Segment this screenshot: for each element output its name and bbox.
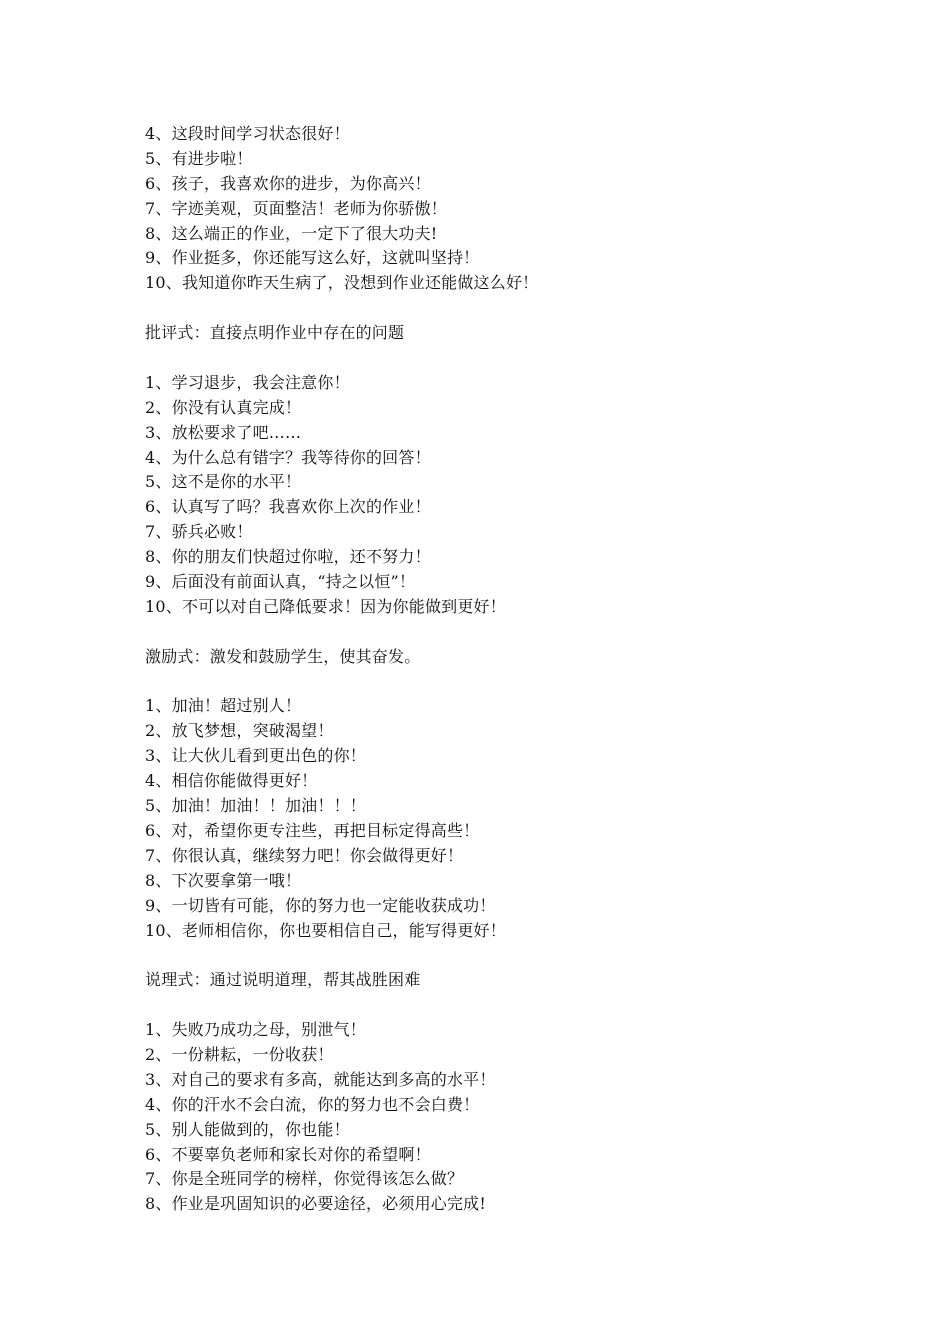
list-item: 5、加油！加油！！加油！！！ [145,796,366,816]
encouragement-list [145,694,905,943]
spacer [145,943,905,968]
reasoning-list [145,1018,905,1217]
section-heading-reasoning: 说理式：通过说明道理，帮其战胜困难 [145,970,421,990]
list-item: 5、这不是你的水平！ [145,472,302,492]
spacer [145,993,905,1018]
document-page [145,122,905,1217]
list-item: 6、对，希望你更专注些，再把目标定得高些！ [145,820,480,840]
list-item: 10、老师相信你，你也要相信自己，能写得更好！ [145,920,506,940]
praise-list [145,122,905,296]
list-item: 8、作业是巩固知识的必要途径，必须用心完成! [145,1194,487,1214]
list-item: 10、不可以对自己降低要求！因为你能做到更好！ [145,596,506,616]
list-item: 9、作业挺多，你还能写这么好，这就叫坚持！ [145,248,480,268]
list-item: 2、放飞梦想，突破渴望！ [145,721,334,741]
list-item: 7、字迹美观，页面整洁！老师为你骄傲！ [145,198,447,218]
criticism-list [145,371,905,620]
list-item: 5、别人能做到的，你也能！ [145,1119,350,1139]
list-item: 4、相信你能做得更好！ [145,771,318,791]
spacer [145,620,905,645]
list-item: 4、这段时间学习状态很好！ [145,124,350,143]
spacer [145,670,905,695]
list-item: 3、对自己的要求有多高，就能达到多高的水平！ [145,1069,496,1089]
list-item: 2、一份耕耘，一份收获！ [145,1044,334,1064]
list-item: 1、学习退步，我会注意你！ [145,372,350,392]
list-item: 7、你是全班同学的榜样，你觉得该怎么做？ [145,1169,464,1189]
list-item: 4、你的汗水不会白流，你的努力也不会白费！ [145,1094,480,1114]
list-item: 3、让大伙儿看到更出色的你！ [145,746,366,766]
list-item: 9、一切皆有可能，你的努力也一定能收获成功！ [145,895,496,915]
list-item: 1、失败乃成功之母，别泄气！ [145,1020,366,1040]
list-item: 6、孩子，我喜欢你的进步，为你高兴！ [145,173,431,193]
list-item: 2、你没有认真完成！ [145,397,302,417]
list-item: 6、不要辜负老师和家长对你的希望啊！ [145,1144,431,1164]
list-item: 6、认真写了吗？我喜欢你上次的作业！ [145,497,431,517]
list-item: 7、你很认真，继续努力吧！你会做得更好！ [145,845,464,865]
list-item: 9、后面没有前面认真，“持之以恒”！ [145,572,416,592]
spacer [145,346,905,371]
list-item: 7、骄兵必败！ [145,522,253,542]
list-item: 8、这么端正的作业，一定下了很大功夫! [145,223,438,243]
list-item: 8、下次要拿第一哦！ [145,870,302,890]
section-heading-encouragement: 激励式：激发和鼓励学生，使其奋发。 [145,646,421,666]
list-item: 1、加油！超过别人！ [145,696,302,716]
list-item: 3、放松要求了吧…… [145,422,302,442]
list-item: 8、你的朋友们快超过你啦，还不努力！ [145,547,431,567]
list-item: 5、有进步啦！ [145,148,253,168]
list-item: 4、为什么总有错字？我等待你的回答！ [145,447,431,467]
list-item: 10、我知道你昨天生病了，没想到作业还能做这么好！ [145,273,539,293]
section-heading-criticism: 批评式：直接点明作业中存在的问题 [145,323,405,343]
spacer [145,296,905,321]
